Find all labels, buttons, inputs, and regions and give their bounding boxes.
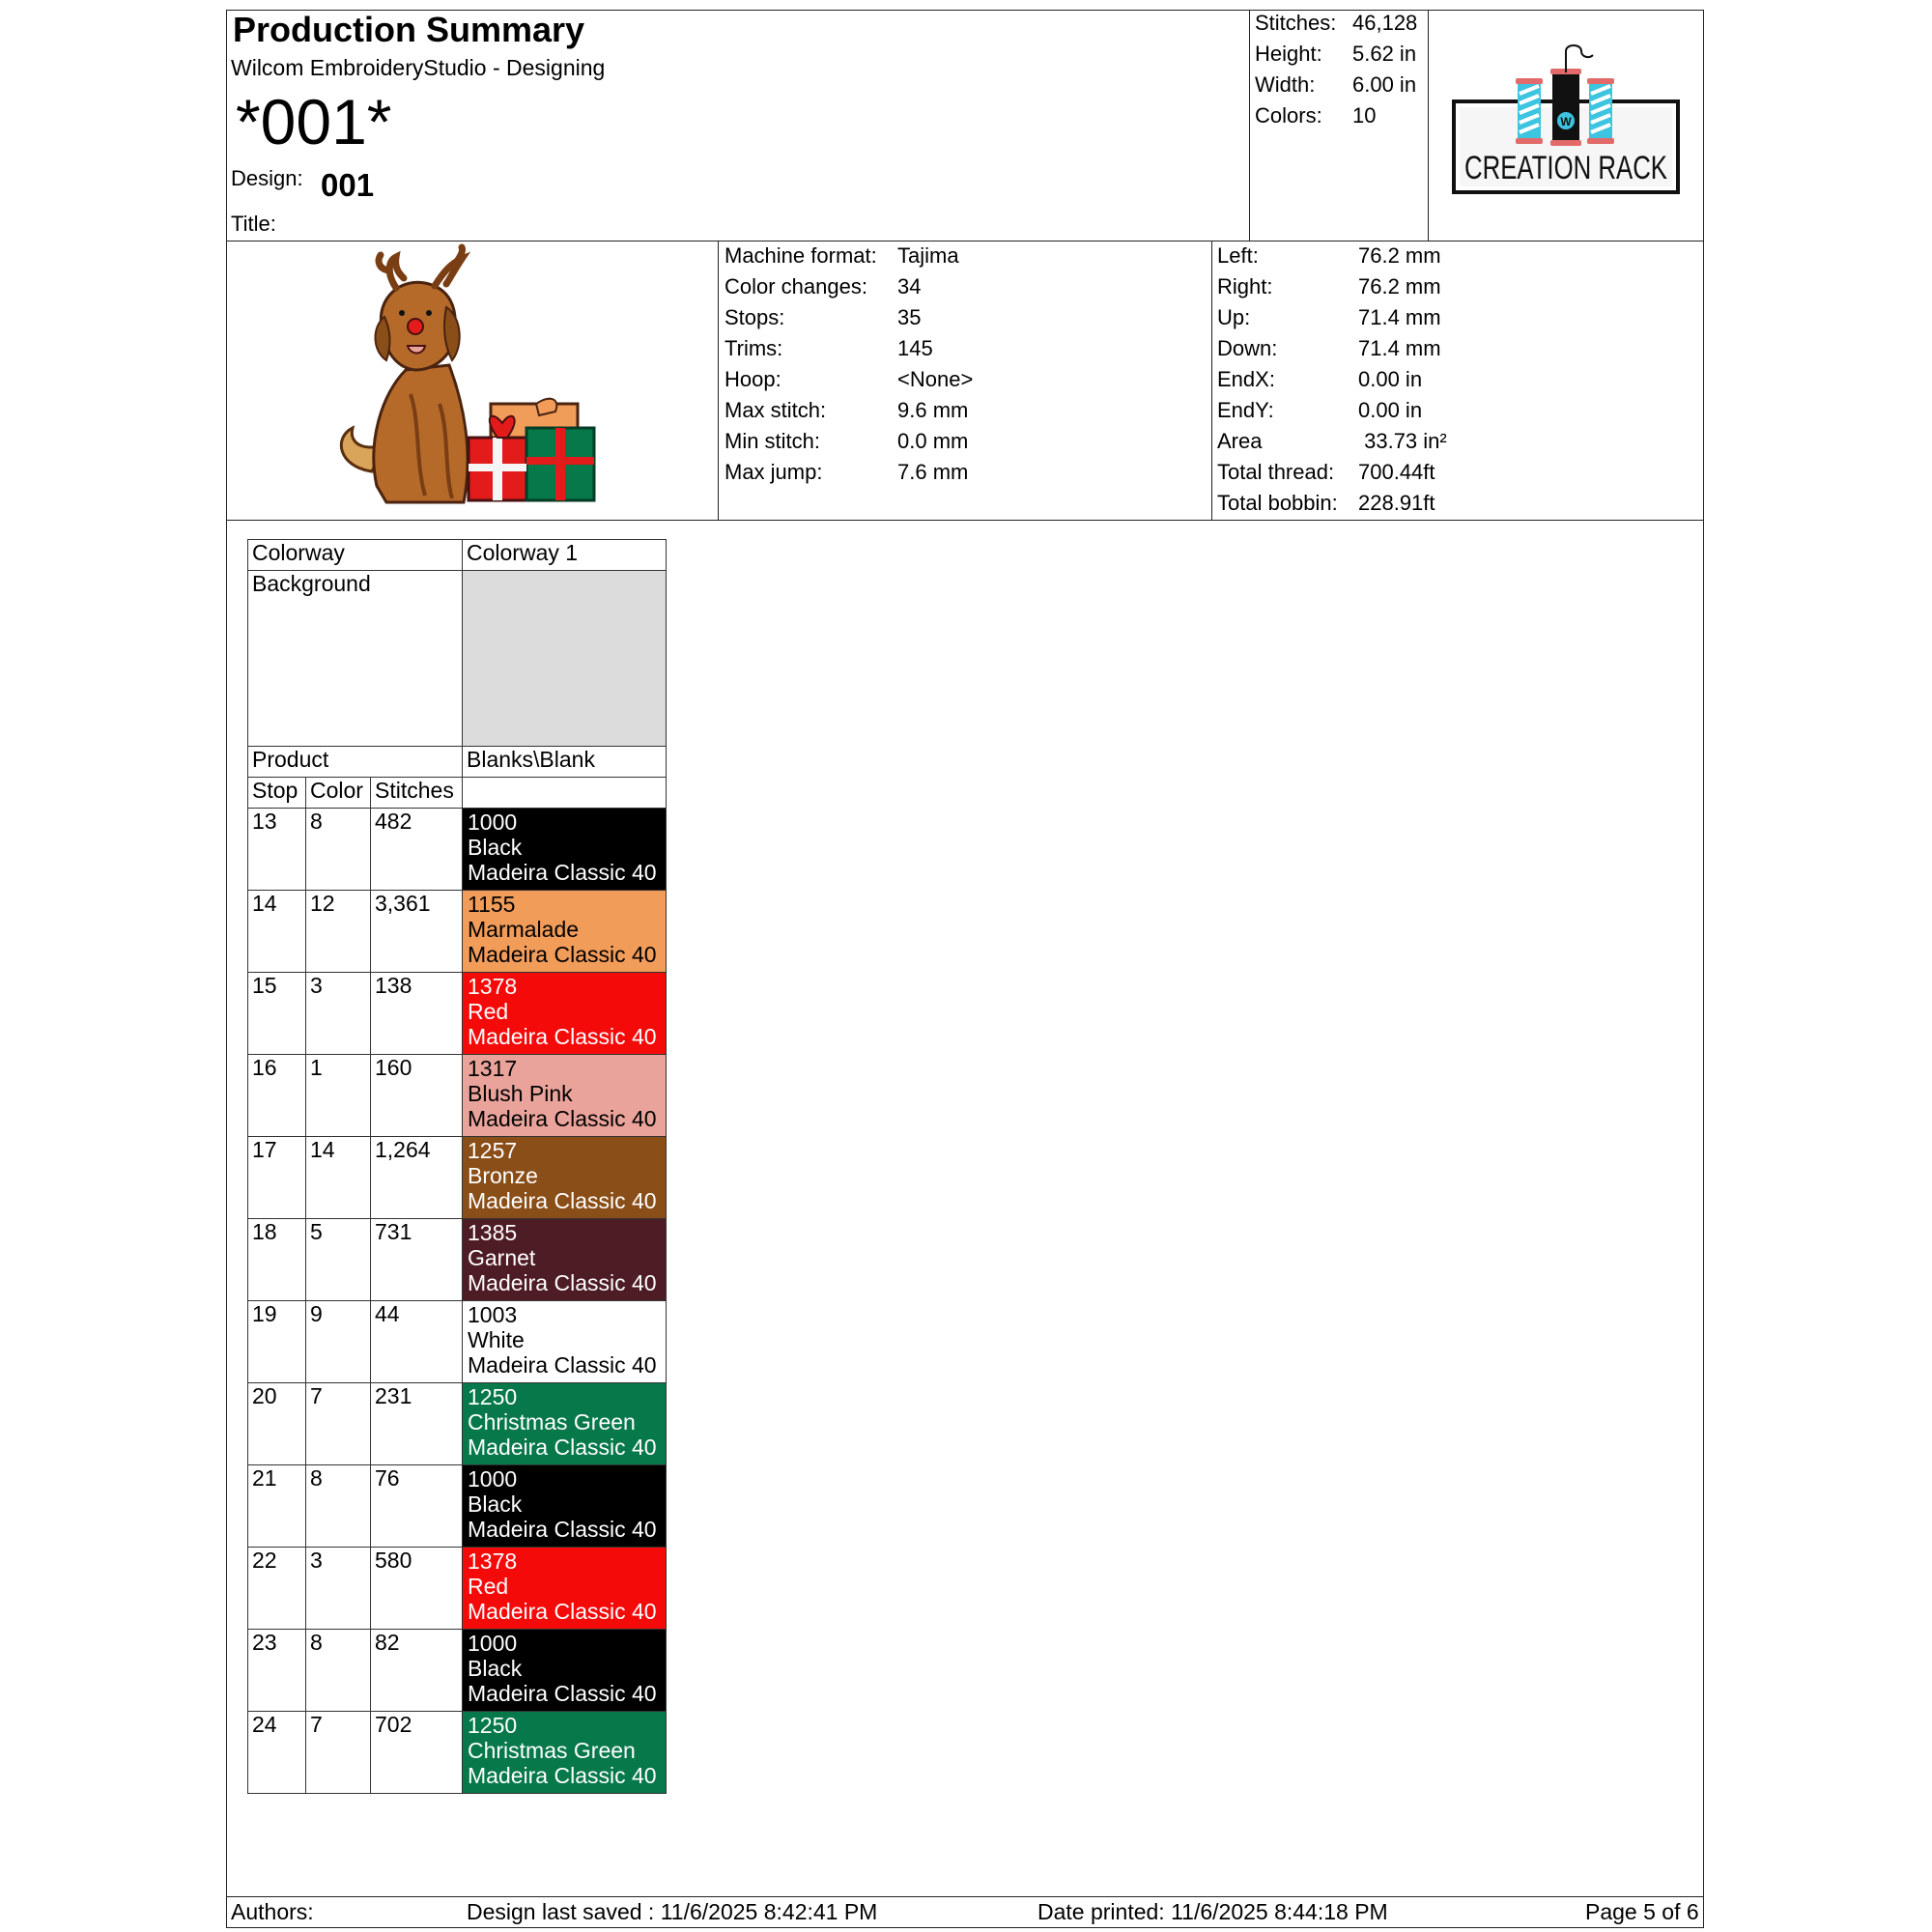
- thread-code: 1155: [468, 892, 516, 917]
- thread-row: [248, 1548, 667, 1630]
- background-row: [248, 571, 667, 747]
- background-label: Background: [248, 571, 463, 747]
- machine-label: Stops:: [724, 305, 785, 329]
- stat-label: Stitches:: [1255, 11, 1337, 35]
- color-cell: 14: [306, 1137, 371, 1219]
- thread-swatch-cell: [463, 1712, 667, 1794]
- color-cell: 7: [306, 1383, 371, 1465]
- stitches-cell: 580: [371, 1548, 463, 1630]
- info-divider-2: [1211, 241, 1212, 520]
- colorway-table: [247, 539, 667, 1794]
- app-subtitle: Wilcom EmbroideryStudio - Designing: [231, 55, 606, 80]
- stop-cell: 22: [248, 1548, 306, 1630]
- stat-label: Colors:: [1255, 103, 1322, 128]
- thread-name: Red: [468, 999, 509, 1024]
- stitches-cell: 160: [371, 1055, 463, 1137]
- extent-value: 33.73 in²: [1358, 429, 1447, 453]
- thread-brand: Madeira Classic 40: [468, 1270, 657, 1295]
- extent-label: Up:: [1217, 305, 1251, 329]
- thread-brand: Madeira Classic 40: [468, 1681, 657, 1706]
- thread-swatch-cell: [463, 1137, 667, 1219]
- thread-code: 1000: [468, 1466, 518, 1492]
- thread-swatch: [463, 1137, 666, 1218]
- thread-swatch: [463, 1630, 666, 1711]
- thread-code: 1000: [468, 1631, 518, 1656]
- stat-value: 5.62 in: [1352, 42, 1417, 66]
- thread-row: [248, 891, 667, 973]
- stop-cell: 24: [248, 1712, 306, 1794]
- stat-value: 6.00 in: [1352, 72, 1417, 97]
- machine-value: 7.6 mm: [897, 460, 969, 484]
- stitches-cell: 82: [371, 1630, 463, 1712]
- footer-page-number: Page 5 of 6: [1585, 1899, 1699, 1924]
- color-cell: 7: [306, 1712, 371, 1794]
- extent-value: 228.91ft: [1358, 491, 1435, 515]
- extent-value: 0.00 in: [1358, 398, 1423, 422]
- thread-name: Christmas Green: [468, 1738, 636, 1763]
- machine-value: 9.6 mm: [897, 398, 969, 422]
- thread-row: [248, 1055, 667, 1137]
- product-row: [248, 747, 667, 778]
- stop-cell: 13: [248, 809, 306, 891]
- thread-code: 1378: [468, 1548, 518, 1574]
- extent-label: EndY:: [1217, 398, 1274, 422]
- header-divider-2: [1428, 10, 1429, 241]
- info-divider-1: [718, 241, 719, 520]
- machine-label: Hoop:: [724, 367, 781, 391]
- thread-swatch: [463, 891, 666, 972]
- thread-swatch-cell: [463, 1465, 667, 1548]
- header-divider-1: [1249, 10, 1250, 241]
- color-cell: 3: [306, 1548, 371, 1630]
- machine-value: Tajima: [897, 243, 959, 268]
- thread-code: 1385: [468, 1220, 518, 1245]
- creation-rack-logo: [1452, 43, 1680, 194]
- stop-cell: 20: [248, 1383, 306, 1465]
- thread-code: 1250: [468, 1384, 518, 1409]
- col-stop-header: Stop: [248, 778, 306, 809]
- col-color-header: Color: [306, 778, 371, 809]
- thread-swatch-cell: [463, 809, 667, 891]
- thread-brand: Madeira Classic 40: [468, 1352, 657, 1378]
- thread-code: 1317: [468, 1056, 518, 1081]
- machine-label: Machine format:: [724, 243, 877, 268]
- stitches-cell: 731: [371, 1219, 463, 1301]
- colorway-label: Colorway: [248, 540, 463, 571]
- thread-row: [248, 809, 667, 891]
- thread-code: 1257: [468, 1138, 518, 1163]
- thread-swatch: [463, 809, 666, 890]
- design-preview: [319, 249, 618, 510]
- thread-header-row: [248, 778, 667, 809]
- thread-swatch-cell: [463, 1301, 667, 1383]
- stop-cell: 21: [248, 1465, 306, 1548]
- header-bottom-rule: [226, 241, 1704, 242]
- info-bottom-rule: [226, 520, 1704, 521]
- thread-swatch-cell: [463, 1219, 667, 1301]
- thread-swatch: [463, 1301, 666, 1382]
- thread-row: [248, 1465, 667, 1548]
- thread-code: 1250: [468, 1713, 518, 1738]
- thread-swatch-cell: [463, 1630, 667, 1712]
- extent-value: 76.2 mm: [1358, 274, 1441, 298]
- extent-value: 76.2 mm: [1358, 243, 1441, 268]
- thread-brand: Madeira Classic 40: [468, 942, 657, 967]
- col-thread-header: [463, 778, 667, 809]
- thread-name: Blush Pink: [468, 1081, 573, 1106]
- footer-rule: [226, 1896, 1704, 1897]
- extent-label: Left:: [1217, 243, 1259, 268]
- thread-row: [248, 1383, 667, 1465]
- thread-swatch-cell: [463, 1055, 667, 1137]
- thread-name: White: [468, 1327, 525, 1352]
- color-cell: 1: [306, 1055, 371, 1137]
- colorway-row: [248, 540, 667, 571]
- thread-name: Christmas Green: [468, 1409, 636, 1435]
- col-stitches-header: Stitches: [371, 778, 463, 809]
- extent-label: Total thread:: [1217, 460, 1335, 484]
- thread-row: [248, 1219, 667, 1301]
- thread-brand: Madeira Classic 40: [468, 860, 657, 885]
- dog-with-gifts-embroidery-icon: [319, 249, 618, 510]
- machine-value: 145: [897, 336, 933, 360]
- background-swatch: [463, 571, 667, 747]
- thread-row: [248, 1301, 667, 1383]
- stat-label: Height:: [1255, 42, 1322, 66]
- thread-brand: Madeira Classic 40: [468, 1599, 657, 1624]
- thread-swatch: [463, 1712, 666, 1793]
- thread-code: 1003: [468, 1302, 518, 1327]
- stop-cell: 14: [248, 891, 306, 973]
- extent-label: Total bobbin:: [1217, 491, 1338, 515]
- footer-date-printed: Date printed: 11/6/2025 8:44:18 PM: [1037, 1899, 1388, 1924]
- extent-label: Area: [1217, 429, 1263, 453]
- thread-swatch: [463, 1219, 666, 1300]
- thread-brand: Madeira Classic 40: [468, 1188, 657, 1213]
- extent-label: Down:: [1217, 336, 1278, 360]
- extent-value: 0.00 in: [1358, 367, 1423, 391]
- colorway-value: Colorway 1: [463, 540, 667, 571]
- machine-value: <None>: [897, 367, 974, 391]
- thread-swatch: [463, 1548, 666, 1629]
- stitches-cell: 702: [371, 1712, 463, 1794]
- extent-label: EndX:: [1217, 367, 1275, 391]
- title-label: Title:: [231, 212, 276, 236]
- thread-swatch-cell: [463, 973, 667, 1055]
- design-label: Design:: [231, 166, 303, 190]
- thread-spools-logo-icon: [1452, 43, 1680, 194]
- product-value: Blanks\Blank: [463, 747, 667, 778]
- stat-label: Width:: [1255, 72, 1316, 97]
- thread-name: Black: [468, 1656, 523, 1681]
- color-cell: 8: [306, 1630, 371, 1712]
- design-value: 001: [321, 167, 375, 203]
- stop-cell: 17: [248, 1137, 306, 1219]
- color-cell: 3: [306, 973, 371, 1055]
- thread-swatch: [463, 1383, 666, 1464]
- extent-value: 71.4 mm: [1358, 336, 1441, 360]
- thread-name: Bronze: [468, 1163, 538, 1188]
- stat-value: 10: [1352, 103, 1377, 128]
- thread-brand: Madeira Classic 40: [468, 1517, 657, 1542]
- thread-brand: Madeira Classic 40: [468, 1763, 657, 1788]
- stitches-cell: 138: [371, 973, 463, 1055]
- thread-row: [248, 1137, 667, 1219]
- product-label: Product: [248, 747, 463, 778]
- thread-row: [248, 1630, 667, 1712]
- thread-swatch-cell: [463, 891, 667, 973]
- stop-cell: 18: [248, 1219, 306, 1301]
- stitches-cell: 44: [371, 1301, 463, 1383]
- thread-name: Marmalade: [468, 917, 580, 942]
- stitches-cell: 76: [371, 1465, 463, 1548]
- color-cell: 8: [306, 809, 371, 891]
- thread-swatch: [463, 1055, 666, 1136]
- stitches-cell: 231: [371, 1383, 463, 1465]
- footer-authors: Authors:: [231, 1899, 314, 1924]
- machine-value: 34: [897, 274, 922, 298]
- thread-code: 1000: [468, 810, 518, 835]
- machine-label: Max jump:: [724, 460, 823, 484]
- extent-value: 700.44ft: [1358, 460, 1435, 484]
- thread-brand: Madeira Classic 40: [468, 1024, 657, 1049]
- thread-name: Black: [468, 1492, 523, 1517]
- thread-name: Black: [468, 835, 523, 860]
- stitches-cell: 482: [371, 809, 463, 891]
- machine-value: 35: [897, 305, 922, 329]
- stop-cell: 15: [248, 973, 306, 1055]
- thread-swatch: [463, 1465, 666, 1547]
- machine-label: Max stitch:: [724, 398, 827, 422]
- machine-label: Color changes:: [724, 274, 867, 298]
- thread-swatch: [463, 973, 666, 1054]
- footer-last-saved: Design last saved : 11/6/2025 8:42:41 PM: [467, 1899, 878, 1924]
- color-cell: 8: [306, 1465, 371, 1548]
- page-title: Production Summary: [233, 10, 585, 49]
- color-cell: 12: [306, 891, 371, 973]
- stop-cell: 23: [248, 1630, 306, 1712]
- color-cell: 9: [306, 1301, 371, 1383]
- extent-value: 71.4 mm: [1358, 305, 1441, 329]
- stop-cell: 19: [248, 1301, 306, 1383]
- svg-text:W: W: [1560, 115, 1572, 128]
- logo-text: CREATION RACK: [1464, 150, 1668, 186]
- extent-label: Right:: [1217, 274, 1273, 298]
- file-name: *001*: [236, 86, 392, 157]
- thread-row: [248, 1712, 667, 1794]
- stat-value: 46,128: [1352, 11, 1418, 35]
- thread-code: 1378: [468, 974, 518, 999]
- thread-brand: Madeira Classic 40: [468, 1435, 657, 1460]
- machine-value: 0.0 mm: [897, 429, 969, 453]
- thread-name: Red: [468, 1574, 509, 1599]
- stitches-cell: 1,264: [371, 1137, 463, 1219]
- stitches-cell: 3,361: [371, 891, 463, 973]
- thread-swatch-cell: [463, 1548, 667, 1630]
- thread-swatch-cell: [463, 1383, 667, 1465]
- machine-label: Trims:: [724, 336, 783, 360]
- color-cell: 5: [306, 1219, 371, 1301]
- stop-cell: 16: [248, 1055, 306, 1137]
- thread-brand: Madeira Classic 40: [468, 1106, 657, 1131]
- thread-name: Garnet: [468, 1245, 536, 1270]
- machine-label: Min stitch:: [724, 429, 821, 453]
- thread-row: [248, 973, 667, 1055]
